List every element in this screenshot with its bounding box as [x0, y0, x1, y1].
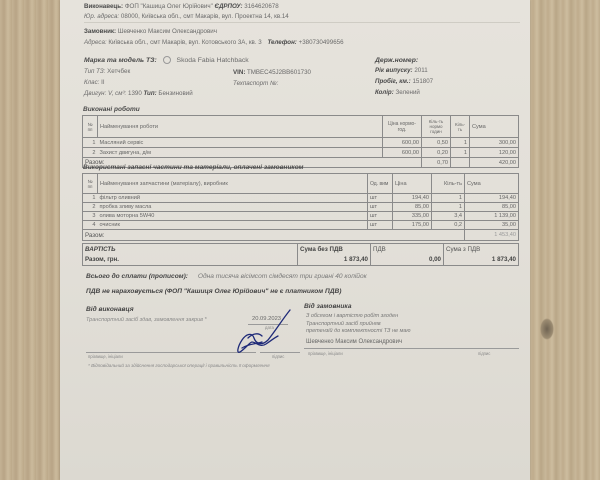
row-price: 175,00 [393, 221, 432, 230]
vat-value: 0,00 [371, 255, 444, 266]
signature-scribble-icon [232, 308, 292, 358]
row-no: 2 [83, 148, 98, 158]
row-qty: 0,2 [432, 221, 465, 230]
contractor-address: 08000, Київська обл., смт Макарів, вул. Проектна 14, кв.14 [120, 13, 289, 20]
col-qty: Кіль-ть [451, 116, 470, 138]
customer-address: Київська обл., смт Макарів, вул. Котовського 3А, кв. 3 [108, 39, 262, 46]
row-price: 194,40 [393, 194, 432, 203]
row-hours: 0,50 [422, 138, 451, 148]
contractor-sign-title: Від виконавця [86, 306, 134, 313]
vehicle-class-line [84, 79, 105, 86]
customer-name: Шевченко Максим Олександрович [117, 28, 217, 35]
vehicle-type-line [84, 68, 130, 75]
edrpou-label: ЄДРПОУ: [214, 3, 243, 10]
row-unit: шт [368, 203, 393, 212]
col-no: № пп [83, 116, 98, 138]
no-vat-label: Сума без ПДВ [298, 244, 371, 255]
row-price: 335,00 [393, 212, 432, 221]
row-hours: 0,20 [422, 148, 451, 158]
mileage-value: 151807 [412, 78, 434, 85]
col-unit: Од. вим [368, 174, 393, 194]
in-words-value: Одна тисяча вісімсот сімдесят три гривні 40 копійок [197, 273, 367, 280]
color-label: Колір: [375, 89, 394, 96]
row-unit: шт [368, 194, 393, 203]
row-price: 85,00 [393, 203, 432, 212]
contractor-name-line [86, 352, 256, 353]
divider [84, 22, 520, 23]
fuel-label: Тип: [143, 90, 157, 97]
date-value: 20.09.2023 [252, 316, 282, 322]
row-name: Захист двигуна, д/м [98, 148, 383, 158]
contractor-name: ФОП "Кашица Олег Юрійович" [124, 3, 213, 10]
cost-table [82, 243, 519, 266]
phone-value: +380730499656 [298, 39, 344, 46]
row-name: пробка зливу масла [98, 203, 368, 212]
col-sum: Сума [465, 174, 519, 194]
table-row [83, 148, 519, 158]
customer-name-caption: прізвище, ініціали [308, 351, 343, 356]
row-sum: 1 139,00 [465, 212, 519, 221]
row-qty: 1 [432, 203, 465, 212]
total-label: Разом: [83, 158, 422, 168]
class-value: II [101, 79, 105, 86]
edrpou-value: 3164620678 [244, 3, 279, 10]
col-qty: Кіль-ть [432, 174, 465, 194]
total-sum: 420,00 [470, 158, 519, 168]
row-name: олива моторна 5W40 [98, 212, 368, 221]
with-vat-value: 1 873,40 [444, 255, 519, 266]
cost-total-label: Разом, грн. [83, 255, 298, 266]
customer-sign-text-3: претензій до комплектності ТЗ не маю [306, 328, 411, 334]
plate-line [375, 57, 418, 64]
contractor-label: Виконавець: [84, 3, 124, 10]
class-label: Клас: [84, 79, 100, 86]
customer-sign-text-1: З обсягом і вартістю робіт згоден [306, 313, 399, 319]
row-unit: шт [368, 221, 393, 230]
cost-label: ВАРТІСТЬ [83, 244, 298, 255]
vin-label: VIN: [233, 69, 246, 76]
total-label: Разом: [83, 230, 465, 241]
model-label: Марка та модель ТЗ: [84, 56, 157, 64]
passport-line [233, 80, 278, 87]
vehicle-model-line [84, 56, 249, 64]
customer-sign-caption: підпис [478, 351, 491, 356]
row-no: 1 [83, 138, 98, 148]
contractor-sign-text: Транспортний засіб здав, замовлення закрив * [86, 317, 207, 323]
table-row [83, 138, 519, 148]
address-label: Юр. адреса: [84, 13, 120, 20]
engine-label: Двигун: [84, 90, 107, 97]
table-row [83, 212, 519, 221]
customer-label: Замовник: [84, 28, 117, 35]
table-row [83, 203, 519, 212]
model-value: Skoda Fabia Hatchback [176, 56, 249, 64]
volume-label: V, см³: [108, 90, 127, 97]
col-sum: Сума [470, 116, 519, 138]
vin-line [233, 69, 311, 76]
col-price: Ціна [393, 174, 432, 194]
row-name: Масляний сервіс [98, 138, 383, 148]
row-sum: 194,40 [465, 194, 519, 203]
phone-label: Телефон: [267, 39, 297, 46]
vat-label: ПДВ [371, 244, 444, 255]
row-no: 4 [83, 221, 98, 230]
row-price: 600,00 [383, 148, 422, 158]
parts-title: Використані запасні частини та матеріали, оплачені замовником [83, 164, 304, 171]
row-unit: шт [368, 212, 393, 221]
wood-background-left [0, 0, 60, 480]
table-row [83, 221, 519, 230]
row-no: 1 [83, 194, 98, 203]
wood-background-right [530, 0, 600, 480]
row-no: 2 [83, 203, 98, 212]
color-value: Зелений [395, 89, 420, 96]
row-qty: 3,4 [432, 212, 465, 221]
parts-header-row [83, 174, 519, 194]
customer-address-line [84, 39, 344, 46]
vin-value: TMBEC45J2BB601730 [246, 69, 311, 76]
in-words-label: Всього до сплати (прописом): [86, 273, 189, 280]
table-row [83, 194, 519, 203]
invoice-document [60, 0, 530, 480]
contractor-address-line [84, 13, 289, 20]
row-qty: 1 [451, 138, 470, 148]
fuel-value: Бензиновий [158, 90, 193, 97]
vat-note: ПДВ не нараховується (ФОП "Кашиця Олег Юрійович" не є платником ПДВ) [86, 288, 342, 295]
row-name: очисник [98, 221, 368, 230]
type-value: Хетчбек [107, 68, 131, 75]
contractor-name-caption: прізвище, ініціали [88, 354, 123, 359]
amount-in-words-line [86, 273, 367, 280]
row-qty: 1 [451, 148, 470, 158]
parts-table [82, 173, 519, 241]
year-line [375, 67, 428, 74]
car-icon [163, 56, 171, 64]
row-sum: 85,00 [465, 203, 519, 212]
mileage-line [375, 78, 433, 85]
row-sum: 35,00 [465, 221, 519, 230]
row-qty: 1 [432, 194, 465, 203]
type-label: Тип ТЗ: [84, 68, 106, 75]
col-hours: Кіль-ть нормо годин [422, 116, 451, 138]
col-price: Ціна нормо-год. [383, 116, 422, 138]
contractor-line [84, 3, 279, 10]
no-vat-value: 1 873,40 [298, 255, 371, 266]
year-label: Рік випуску: [375, 67, 413, 74]
total-hours: 0,70 [422, 158, 451, 168]
contractor-sign-caption: підпис [272, 354, 285, 359]
works-title: Виконані роботи [83, 106, 140, 113]
mileage-label: Пробіг, км.: [375, 78, 411, 85]
date-caption: дата [265, 325, 274, 330]
row-sum: 120,00 [470, 148, 519, 158]
vehicle-engine-line [84, 90, 193, 97]
row-no: 3 [83, 212, 98, 221]
row-sum: 300,00 [470, 138, 519, 148]
customer-sign-line [304, 348, 519, 349]
customer-sign-text-2: Транспортний засіб прийняв [306, 321, 381, 327]
volume-value: 1390 [128, 90, 142, 97]
col-no: № пп [83, 174, 98, 194]
plate-label: Держ.номер: [375, 57, 419, 64]
customer-line [84, 28, 217, 35]
works-table [82, 115, 519, 168]
works-header-row [83, 116, 519, 138]
row-price: 600,00 [383, 138, 422, 148]
customer-sign-title: Від замовника [304, 303, 352, 310]
customer-address-label: Адреса: [84, 39, 107, 46]
parts-total-row [83, 230, 519, 241]
col-name: Найменування роботи [98, 116, 383, 138]
col-name: Найменування запчастини (матеріалу), виробник [98, 174, 368, 194]
total-sum: 1 453,40 [465, 230, 519, 241]
row-name: фільтр оливний [98, 194, 368, 203]
year-value: 2011 [414, 67, 428, 74]
with-vat-label: Сума з ПДВ [444, 244, 519, 255]
customer-sign-name: Шевченко Максим Олександрович [306, 339, 403, 345]
wood-knot [540, 318, 554, 340]
footnote: * Відповідальний за здійснення господарської операції і правильність її оформлення [88, 363, 270, 368]
passport-label: Техпаспорт №: [233, 80, 279, 87]
color-line [375, 89, 420, 96]
